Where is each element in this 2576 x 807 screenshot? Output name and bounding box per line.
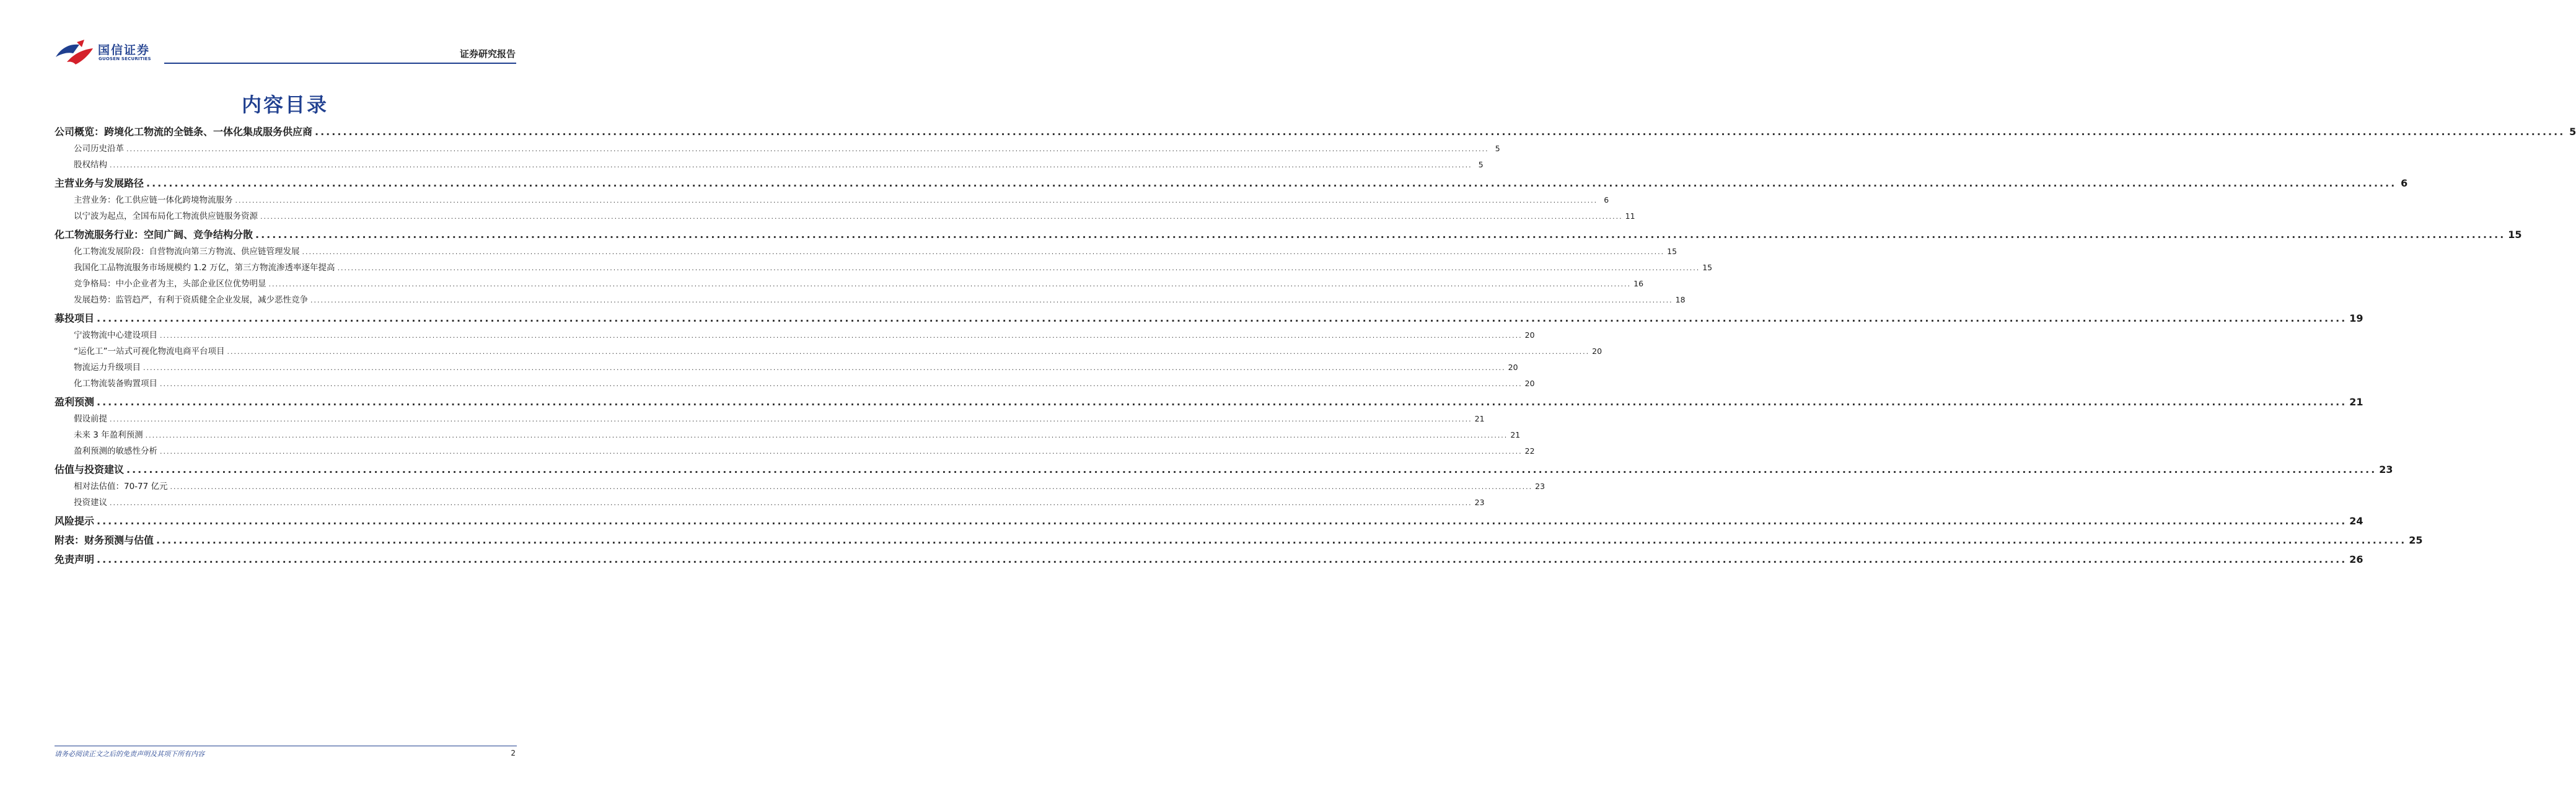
toc-entry-title: 公司概览：跨境化工物流的全链条、一体化集成服务供应商 (55, 126, 313, 138)
page-header (0, 0, 570, 68)
toc-dot-leader: ................................................................................................................................................................................................................................................................................................................................................................................................................ (97, 553, 2347, 565)
toc-entry-title: 化工物流服务行业：空间广阔、竞争结构分散 (55, 229, 253, 240)
toc-entry-page: 20 (1524, 379, 1535, 388)
report-type-label: 证券研究报告 (459, 48, 516, 60)
toc-dot-leader: ................................................................................................................................................................................................................................................................................................................................................................................................................ (268, 280, 1632, 288)
toc-entry-page: 21 (1510, 430, 1521, 439)
toc-entry-page: 5 (2569, 126, 2576, 138)
toc-entry-page: 5 (1495, 144, 1500, 153)
footer-page-number: 2 (511, 749, 516, 757)
toc-entry-title: 盈利预测 (55, 396, 95, 408)
toc-entry-title: 募投项目 (55, 312, 95, 324)
toc-dot-leader: ................................................................................................................................................................................................................................................................................................................................................................................................................ (160, 380, 1523, 388)
toc-subsection-entry[interactable] (55, 208, 1635, 224)
toc-dot-leader: ................................................................................................................................................................................................................................................................................................................................................................................................................ (97, 312, 2347, 324)
toc-entry-page: 26 (2349, 553, 2363, 565)
toc-entry-title: 物流运力升级项目 (74, 363, 141, 373)
toc-dot-leader: ................................................................................................................................................................................................................................................................................................................................................................................................................ (170, 483, 1533, 491)
toc-entry-title: 盈利预测的敏感性分析 (74, 446, 157, 456)
toc-entry-title: 以宁波为起点，全国布局化工物流供应链服务资源 (74, 211, 258, 221)
toc-section-entry[interactable] (55, 550, 2363, 568)
toc-subsection-entry[interactable] (55, 157, 1484, 173)
toc-entry-page: 15 (1667, 247, 1677, 256)
toc-subsection-entry[interactable] (55, 411, 1485, 427)
toc-entry-page: 20 (1524, 330, 1535, 340)
toc-entry-page: 6 (2401, 177, 2408, 189)
toc-entry-title: 相对法估值：70-77 亿元 (74, 482, 168, 492)
toc-entry-page: 6 (1604, 195, 1609, 205)
toc-entry-title: 主营业务与发展路径 (55, 177, 144, 189)
toc-entry-title: 风险提示 (55, 515, 95, 527)
toc-subsection-entry[interactable] (55, 478, 1545, 495)
toc-dot-leader: ................................................................................................................................................................................................................................................................................................................................................................................................................ (160, 448, 1523, 456)
toc-entry-title: 主营业务：化工供应链一体化跨境物流服务 (74, 195, 233, 205)
guosen-logo-icon (55, 40, 94, 66)
toc-dot-leader: ................................................................................................................................................................................................................................................................................................................................................................................................................ (227, 348, 1590, 356)
toc-entry-title: 竞争格局：中小企业者为主，头部企业区位优势明显 (74, 279, 266, 289)
toc-dot-leader: ................................................................................................................................................................................................................................................................................................................................................................................................................ (110, 499, 1472, 507)
page-title: 内容目录 (241, 93, 328, 117)
toc-subsection-entry[interactable] (55, 495, 1485, 511)
toc-entry-page: 22 (1524, 446, 1535, 456)
toc-section-entry[interactable] (55, 531, 2423, 549)
footer-disclaimer: 请务必阅读正文之后的免责声明及其项下所有内容 (55, 750, 204, 758)
toc-entry-title: 化工物流发展阶段：自营物流向第三方物流、供应链管理发展 (74, 247, 300, 257)
toc-entry-page: 18 (1675, 295, 1686, 304)
logo-english-name: GUOSEN SECURITIES (99, 56, 151, 61)
toc-section-entry[interactable] (55, 309, 2363, 327)
toc-dot-leader: ................................................................................................................................................................................................................................................................................................................................................................................................................ (145, 431, 1508, 439)
toc-entry-page: 20 (1592, 346, 1602, 356)
toc-dot-leader: ................................................................................................................................................................................................................................................................................................................................................................................................................ (260, 213, 1623, 221)
toc-subsection-entry[interactable] (55, 292, 1686, 308)
toc-entry-page: 20 (1508, 363, 1518, 372)
toc-entry-page: 23 (1474, 498, 1485, 507)
toc-subsection-entry[interactable] (55, 244, 1677, 260)
toc-dot-leader: ................................................................................................................................................................................................................................................................................................................................................................................................................ (310, 296, 1673, 304)
guosen-logo (55, 40, 160, 66)
toc-dot-leader: ................................................................................................................................................................................................................................................................................................................................................................................................................ (146, 177, 2397, 189)
toc-section-entry[interactable] (55, 174, 2408, 192)
toc-subsection-entry[interactable] (55, 260, 1713, 276)
toc-entry-title: 股权结构 (74, 160, 107, 170)
toc-dot-leader: ................................................................................................................................................................................................................................................................................................................................................................................................................ (97, 515, 2347, 527)
toc-dot-leader: ................................................................................................................................................................................................................................................................................................................................................................................................................ (110, 161, 1472, 169)
toc-dot-leader: ................................................................................................................................................................................................................................................................................................................................................................................................................ (315, 126, 2565, 138)
toc-subsection-entry[interactable] (55, 192, 1609, 208)
toc-dot-leader: ................................................................................................................................................................................................................................................................................................................................................................................................................ (255, 229, 2506, 240)
toc-entry-page: 15 (1702, 263, 1713, 272)
toc-subsection-entry[interactable] (55, 141, 1500, 157)
toc-entry-page: 23 (2379, 464, 2393, 475)
toc-entry-title: 未来 3 年盈利预测 (74, 430, 143, 440)
toc-entry-title: 宁波物流中心建设项目 (74, 330, 157, 340)
toc-entry-page: 21 (1474, 414, 1485, 423)
toc-subsection-entry[interactable] (55, 327, 1535, 343)
toc-entry-page: 19 (2349, 312, 2363, 324)
toc-entry-title: 附表：财务预测与估值 (55, 534, 154, 546)
toc-subsection-entry[interactable] (55, 443, 1535, 459)
toc-entry-title: 投资建议 (74, 498, 107, 508)
toc-subsection-entry[interactable] (55, 427, 1521, 443)
toc-dot-leader: ................................................................................................................................................................................................................................................................................................................................................................................................................ (156, 534, 2407, 546)
toc-entry-page: 11 (1625, 211, 1635, 221)
logo-chinese-name: 国信证券 (98, 43, 151, 57)
toc-dot-leader: ................................................................................................................................................................................................................................................................................................................................................................................................................ (126, 145, 1489, 153)
toc-entry-title: 我国化工品物流服务市场规模约 1.2 万亿，第三方物流渗透率逐年提高 (74, 263, 335, 273)
toc-subsection-entry[interactable] (55, 343, 1602, 359)
toc-dot-leader: ................................................................................................................................................................................................................................................................................................................................................................................................................ (126, 464, 2377, 475)
toc-entry-title: 假设前提 (74, 414, 107, 424)
toc-entry-title: “运化工”一站式可视化物流电商平台项目 (74, 346, 225, 356)
header-divider (164, 63, 516, 64)
toc-dot-leader: ................................................................................................................................................................................................................................................................................................................................................................................................................ (337, 264, 1700, 272)
toc-entry-title: 发展趋势：监管趋严，有利于资质健全企业发展，减少恶性竞争 (74, 295, 308, 305)
toc-dot-leader: ................................................................................................................................................................................................................................................................................................................................................................................................................ (110, 415, 1472, 423)
toc-dot-leader: ................................................................................................................................................................................................................................................................................................................................................................................................................ (160, 332, 1523, 340)
toc-entry-page: 25 (2409, 534, 2423, 546)
toc-subsection-entry[interactable] (55, 359, 1518, 376)
toc-entry-page: 15 (2508, 229, 2522, 240)
toc-entry-title: 估值与投资建议 (55, 464, 125, 475)
toc-entry-page: 24 (2349, 515, 2363, 527)
toc-dot-leader: ................................................................................................................................................................................................................................................................................................................................................................................................................ (143, 364, 1506, 372)
table-of-contents (55, 121, 2576, 568)
toc-entry-page: 16 (1633, 279, 1644, 288)
toc-entry-title: 免责声明 (55, 553, 95, 565)
toc-dot-leader: ................................................................................................................................................................................................................................................................................................................................................................................................................ (235, 196, 1598, 205)
toc-dot-leader: ................................................................................................................................................................................................................................................................................................................................................................................................................ (97, 396, 2347, 408)
toc-entry-page: 5 (1478, 160, 1484, 169)
toc-section-entry[interactable] (55, 123, 2576, 141)
toc-section-entry[interactable] (55, 512, 2363, 530)
toc-subsection-entry[interactable] (55, 276, 1644, 292)
toc-entry-title: 公司历史沿革 (74, 144, 124, 154)
toc-subsection-entry[interactable] (55, 376, 1535, 392)
toc-entry-title: 化工物流装备购置项目 (74, 379, 157, 389)
toc-section-entry[interactable] (55, 393, 2363, 411)
toc-entry-page: 23 (1535, 482, 1545, 491)
toc-dot-leader: ................................................................................................................................................................................................................................................................................................................................................................................................................ (302, 248, 1665, 256)
toc-section-entry[interactable] (55, 226, 2522, 244)
toc-entry-page: 21 (2349, 396, 2363, 408)
toc-section-entry[interactable] (55, 461, 2393, 478)
